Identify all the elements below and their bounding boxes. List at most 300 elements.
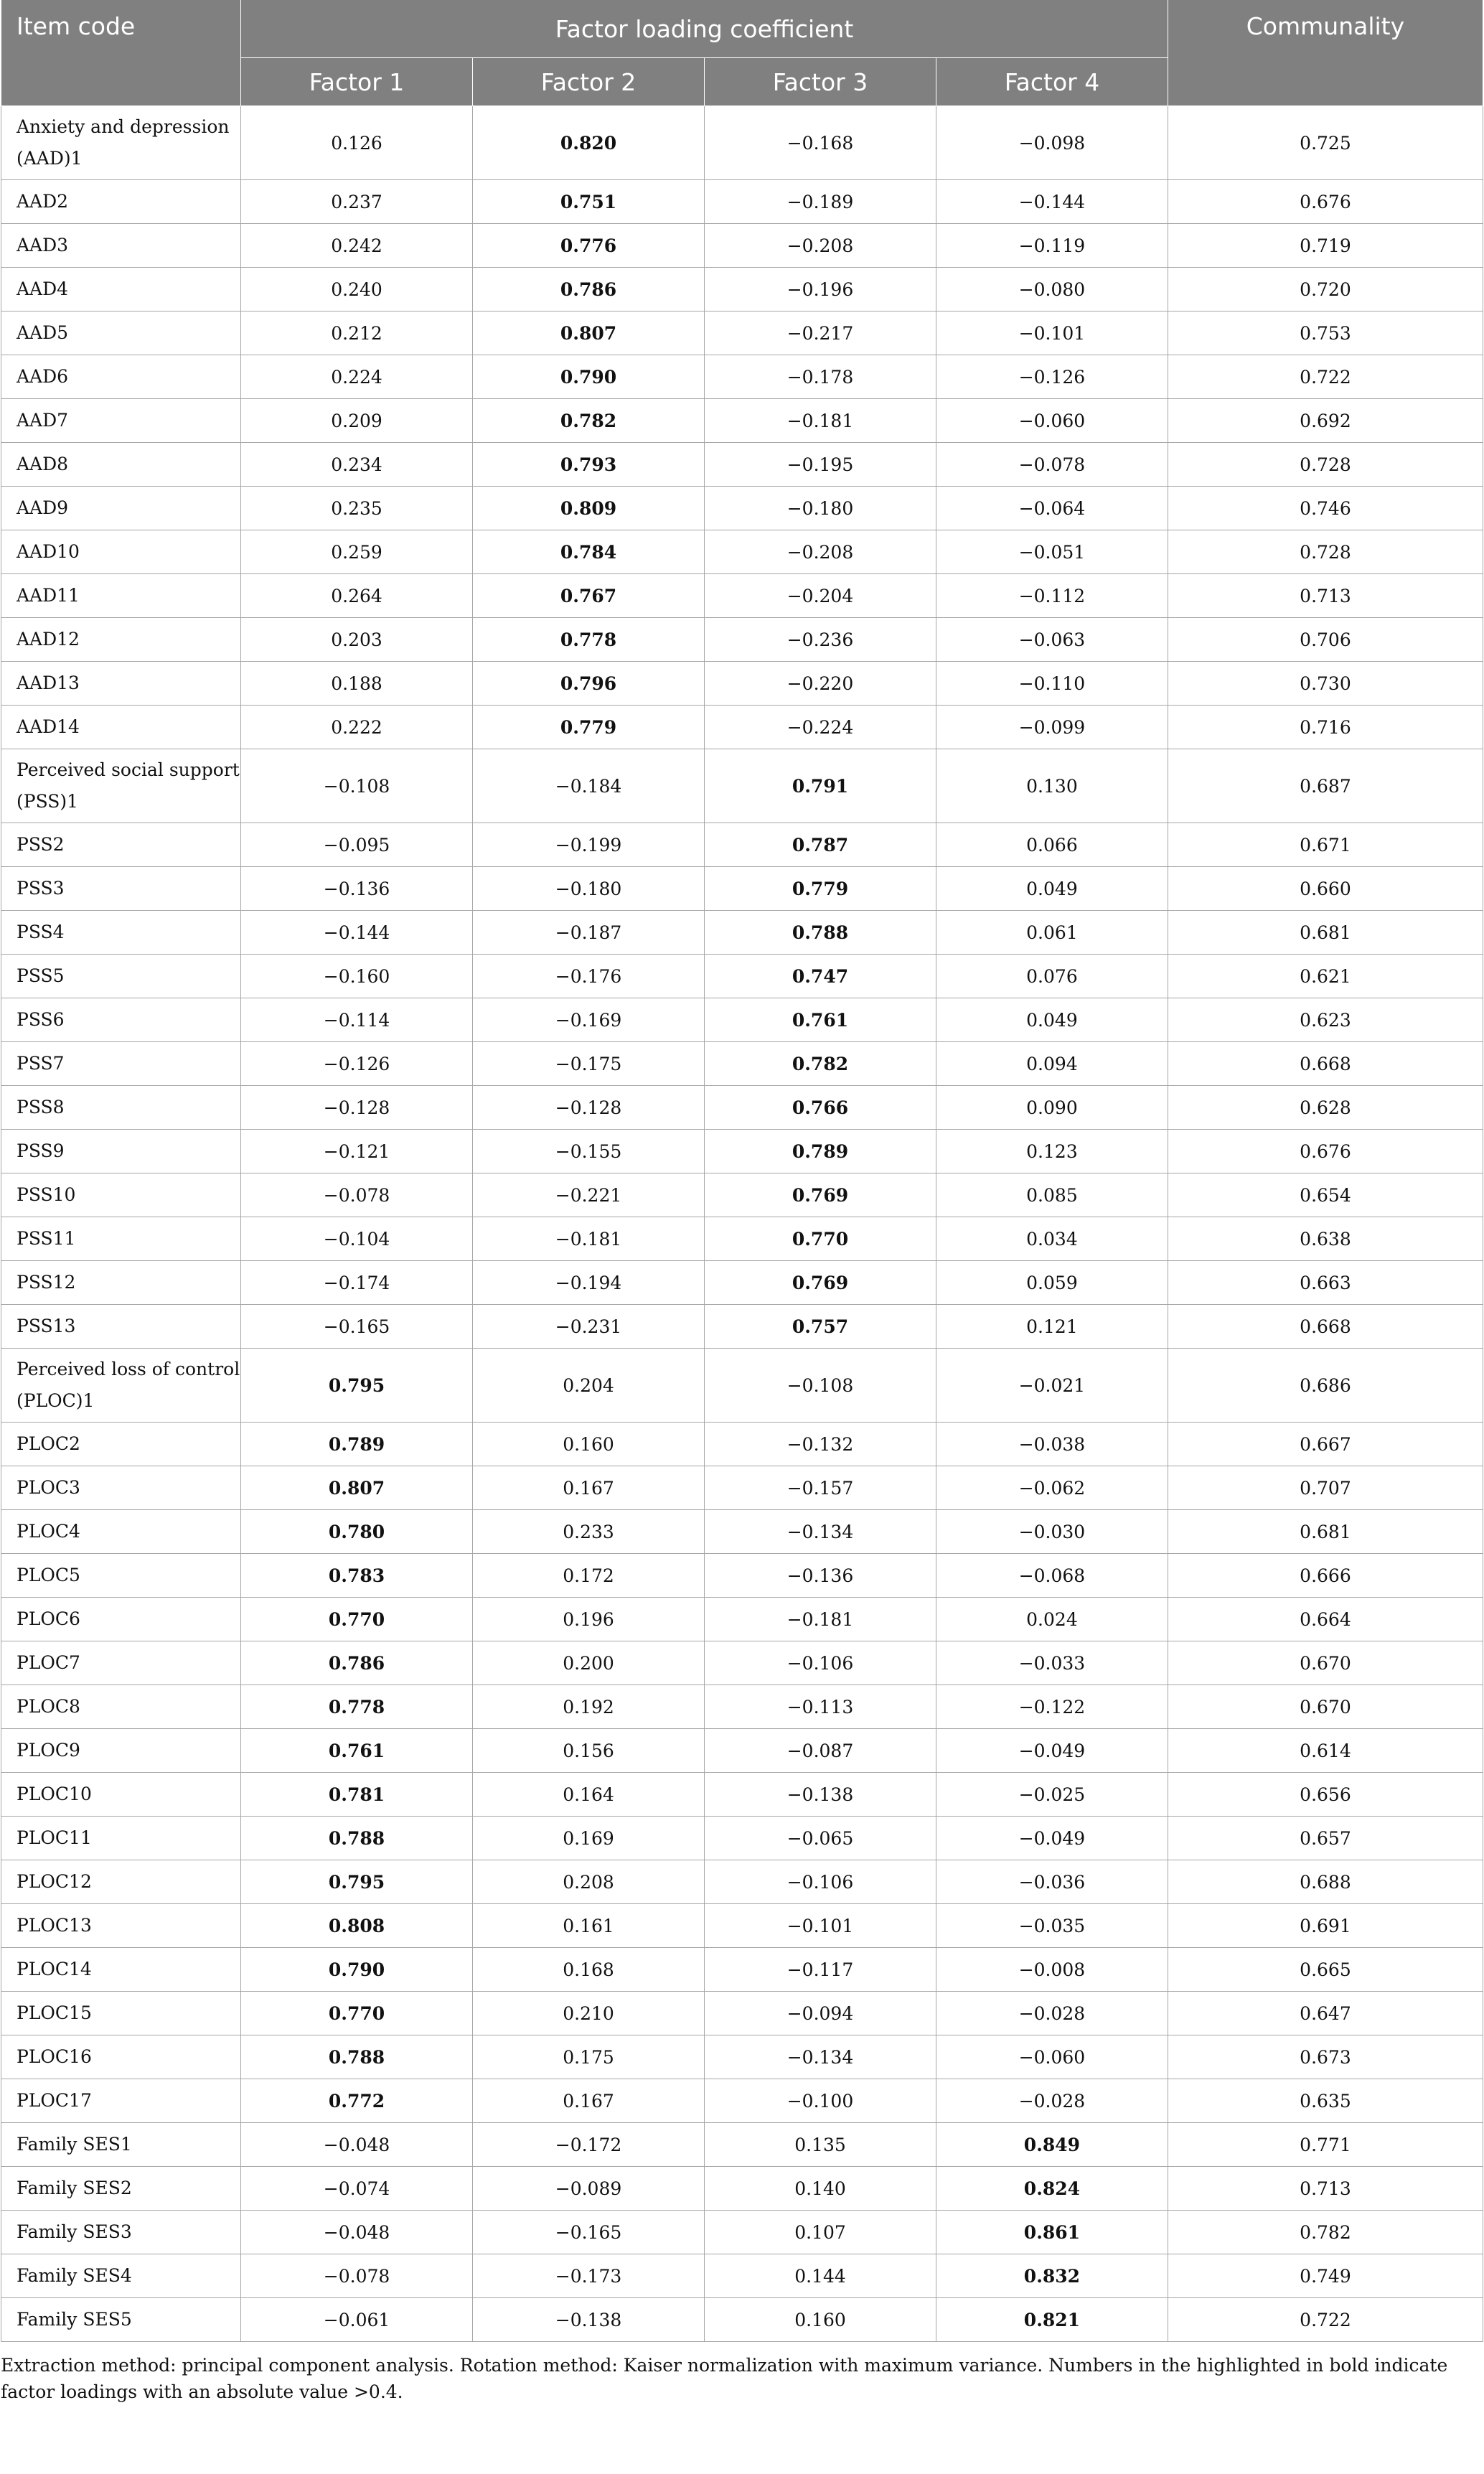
- item-code-cell: PSS5: [1, 955, 241, 998]
- factor-2-cell: 0.751: [473, 180, 705, 224]
- item-code-cell: AAD3: [1, 224, 241, 268]
- factor-2-cell: 0.767: [473, 574, 705, 618]
- factor-2-cell: 0.164: [473, 1773, 705, 1817]
- factor-3-cell: 0.140: [705, 2167, 936, 2211]
- factor-1-cell: 0.188: [241, 662, 473, 706]
- table-row: [1, 1554, 1483, 1598]
- factor-1-cell: −0.074: [241, 2167, 473, 2211]
- factor-4-cell: −0.101: [936, 311, 1168, 355]
- factor-2-cell: 0.172: [473, 1554, 705, 1598]
- factor-1-cell: −0.078: [241, 1173, 473, 1217]
- item-code-cell: PSS13: [1, 1305, 241, 1349]
- table-row: [1, 2167, 1483, 2211]
- table-row: [1, 867, 1483, 911]
- factor-4-cell: −0.033: [936, 1641, 1168, 1685]
- item-code-cell: AAD14: [1, 706, 241, 749]
- factor-2-cell: −0.128: [473, 1086, 705, 1130]
- communality-cell: 0.665: [1168, 1948, 1483, 1992]
- factor-3-cell: −0.108: [705, 1349, 936, 1423]
- communality-cell: 0.670: [1168, 1641, 1483, 1685]
- table-row: [1, 1423, 1483, 1466]
- factor-2-cell: 0.167: [473, 1466, 705, 1510]
- factor-2-cell: 0.778: [473, 618, 705, 662]
- table-row: [1, 224, 1483, 268]
- factor-2-cell: 0.169: [473, 1817, 705, 1860]
- factor-3-cell: 0.160: [705, 2298, 936, 2342]
- communality-cell: 0.713: [1168, 2167, 1483, 2211]
- communality-cell: 0.656: [1168, 1773, 1483, 1817]
- header-factor-group: Factor loading coefficient: [241, 0, 1168, 58]
- item-code-cell: AAD6: [1, 355, 241, 399]
- factor-4-cell: −0.068: [936, 1554, 1168, 1598]
- item-code-cell: PLOC3: [1, 1466, 241, 1510]
- factor-1-cell: 0.235: [241, 487, 473, 530]
- factor-3-cell: −0.236: [705, 618, 936, 662]
- factor-3-cell: −0.168: [705, 106, 936, 180]
- factor-1-cell: 0.770: [241, 1598, 473, 1641]
- factor-1-cell: 0.780: [241, 1510, 473, 1554]
- table-row: [1, 1349, 1483, 1423]
- factor-2-cell: 0.161: [473, 1904, 705, 1948]
- factor-1-cell: 0.795: [241, 1860, 473, 1904]
- factor-2-cell: 0.820: [473, 106, 705, 180]
- factor-4-cell: −0.126: [936, 355, 1168, 399]
- communality-cell: 0.706: [1168, 618, 1483, 662]
- factor-1-cell: 0.770: [241, 1992, 473, 2035]
- table-row: [1, 311, 1483, 355]
- communality-cell: 0.722: [1168, 355, 1483, 399]
- item-code-cell: Family SES5: [1, 2298, 241, 2342]
- factor-4-cell: −0.098: [936, 106, 1168, 180]
- item-code-cell: AAD13: [1, 662, 241, 706]
- table-row: [1, 662, 1483, 706]
- factor-1-cell: 0.772: [241, 2079, 473, 2123]
- factor-1-cell: −0.144: [241, 911, 473, 955]
- factor-2-cell: 0.779: [473, 706, 705, 749]
- item-code-cell: Anxiety and depression (AAD)1: [1, 106, 241, 180]
- communality-cell: 0.725: [1168, 106, 1483, 180]
- item-code-cell: PLOC13: [1, 1904, 241, 1948]
- factor-4-cell: 0.821: [936, 2298, 1168, 2342]
- factor-3-cell: −0.181: [705, 399, 936, 443]
- table-row: [1, 749, 1483, 823]
- item-code-cell: PLOC10: [1, 1773, 241, 1817]
- factor-4-cell: −0.078: [936, 443, 1168, 487]
- factor-3-cell: 0.789: [705, 1130, 936, 1173]
- factor-4-cell: −0.122: [936, 1685, 1168, 1729]
- item-code-cell: Family SES4: [1, 2254, 241, 2298]
- table-row: [1, 1773, 1483, 1817]
- table-row: [1, 2123, 1483, 2167]
- factor-1-cell: 0.786: [241, 1641, 473, 1685]
- factor-1-cell: 0.807: [241, 1466, 473, 1510]
- communality-cell: 0.691: [1168, 1904, 1483, 1948]
- factor-2-cell: −0.181: [473, 1217, 705, 1261]
- factor-2-cell: 0.782: [473, 399, 705, 443]
- factor-2-cell: 0.175: [473, 2035, 705, 2079]
- communality-cell: 0.676: [1168, 1130, 1483, 1173]
- item-code-cell: PSS2: [1, 823, 241, 867]
- factor-2-cell: 0.793: [473, 443, 705, 487]
- factor-3-cell: −0.136: [705, 1554, 936, 1598]
- factor-3-cell: 0.782: [705, 1042, 936, 1086]
- table-row: [1, 2035, 1483, 2079]
- communality-cell: 0.687: [1168, 749, 1483, 823]
- header-factor-4: Factor 4: [936, 58, 1168, 106]
- communality-cell: 0.668: [1168, 1042, 1483, 1086]
- factor-1-cell: −0.174: [241, 1261, 473, 1305]
- communality-cell: 0.782: [1168, 2211, 1483, 2254]
- factor-3-cell: −0.181: [705, 1598, 936, 1641]
- factor-4-cell: 0.849: [936, 2123, 1168, 2167]
- factor-4-cell: 0.824: [936, 2167, 1168, 2211]
- factor-1-cell: 0.224: [241, 355, 473, 399]
- factor-1-cell: −0.048: [241, 2123, 473, 2167]
- factor-3-cell: 0.769: [705, 1173, 936, 1217]
- factor-4-cell: −0.144: [936, 180, 1168, 224]
- item-code-cell: PSS12: [1, 1261, 241, 1305]
- factor-1-cell: 0.808: [241, 1904, 473, 1948]
- factor-2-cell: 0.790: [473, 355, 705, 399]
- factor-1-cell: −0.078: [241, 2254, 473, 2298]
- factor-2-cell: 0.776: [473, 224, 705, 268]
- item-code-cell: PLOC15: [1, 1992, 241, 2035]
- factor-2-cell: 0.210: [473, 1992, 705, 2035]
- communality-cell: 0.753: [1168, 311, 1483, 355]
- factor-1-cell: 0.795: [241, 1349, 473, 1423]
- factor-3-cell: −0.094: [705, 1992, 936, 2035]
- factor-4-cell: 0.861: [936, 2211, 1168, 2254]
- factor-4-cell: 0.034: [936, 1217, 1168, 1261]
- factor-3-cell: −0.204: [705, 574, 936, 618]
- factor-2-cell: 0.807: [473, 311, 705, 355]
- factor-3-cell: −0.065: [705, 1817, 936, 1860]
- item-code-cell: Family SES2: [1, 2167, 241, 2211]
- factor-3-cell: −0.195: [705, 443, 936, 487]
- table-row: [1, 106, 1483, 180]
- factor-3-cell: −0.196: [705, 268, 936, 311]
- factor-1-cell: −0.104: [241, 1217, 473, 1261]
- header-factor-1: Factor 1: [241, 58, 473, 106]
- factor-4-cell: −0.049: [936, 1729, 1168, 1773]
- item-code-cell: PLOC11: [1, 1817, 241, 1860]
- factor-2-cell: 0.156: [473, 1729, 705, 1773]
- table-row: [1, 1305, 1483, 1349]
- factor-3-cell: −0.113: [705, 1685, 936, 1729]
- communality-cell: 0.746: [1168, 487, 1483, 530]
- item-code-cell: PSS4: [1, 911, 241, 955]
- communality-cell: 0.670: [1168, 1685, 1483, 1729]
- communality-cell: 0.635: [1168, 2079, 1483, 2123]
- table-header: [1, 0, 1483, 106]
- communality-cell: 0.668: [1168, 1305, 1483, 1349]
- item-code-cell: PLOC7: [1, 1641, 241, 1685]
- factor-4-cell: −0.080: [936, 268, 1168, 311]
- item-code-cell: PSS9: [1, 1130, 241, 1173]
- factor-3-cell: 0.107: [705, 2211, 936, 2254]
- factor-3-cell: −0.224: [705, 706, 936, 749]
- factor-2-cell: −0.138: [473, 2298, 705, 2342]
- table-row: [1, 955, 1483, 998]
- item-code-cell: Perceived social support (PSS)1: [1, 749, 241, 823]
- factor-1-cell: 0.790: [241, 1948, 473, 1992]
- factor-1-cell: 0.264: [241, 574, 473, 618]
- header-communality: Communality: [1168, 0, 1483, 106]
- communality-cell: 0.623: [1168, 998, 1483, 1042]
- factor-4-cell: −0.060: [936, 2035, 1168, 2079]
- table-row: [1, 1685, 1483, 1729]
- table-row: [1, 399, 1483, 443]
- table-row: [1, 180, 1483, 224]
- table-row: [1, 1860, 1483, 1904]
- factor-1-cell: −0.108: [241, 749, 473, 823]
- item-code-cell: AAD10: [1, 530, 241, 574]
- factor-2-cell: 0.233: [473, 1510, 705, 1554]
- communality-cell: 0.681: [1168, 911, 1483, 955]
- table-row: [1, 706, 1483, 749]
- factor-4-cell: −0.110: [936, 662, 1168, 706]
- factor-3-cell: 0.787: [705, 823, 936, 867]
- factor-1-cell: −0.048: [241, 2211, 473, 2254]
- item-code-cell: PSS8: [1, 1086, 241, 1130]
- factor-1-cell: −0.160: [241, 955, 473, 998]
- factor-1-cell: −0.121: [241, 1130, 473, 1173]
- factor-1-cell: 0.203: [241, 618, 473, 662]
- factor-2-cell: −0.165: [473, 2211, 705, 2254]
- factor-loading-table: [1, 0, 1483, 2342]
- factor-1-cell: 0.240: [241, 268, 473, 311]
- communality-cell: 0.666: [1168, 1554, 1483, 1598]
- item-code-cell: Perceived loss of control (PLOC)1: [1, 1349, 241, 1423]
- table-row: [1, 2079, 1483, 2123]
- factor-1-cell: 0.789: [241, 1423, 473, 1466]
- factor-3-cell: −0.189: [705, 180, 936, 224]
- factor-2-cell: −0.155: [473, 1130, 705, 1173]
- factor-4-cell: −0.028: [936, 2079, 1168, 2123]
- factor-3-cell: 0.791: [705, 749, 936, 823]
- table-row: [1, 1217, 1483, 1261]
- communality-cell: 0.771: [1168, 2123, 1483, 2167]
- factor-4-cell: −0.051: [936, 530, 1168, 574]
- factor-1-cell: −0.165: [241, 1305, 473, 1349]
- table-footnote: Extraction method: principal component analysis. Rotation method: Kaiser normalization with maximum variance. Numbers in the highlighted in bold indicate factor loadings with an absolute value >0.4.: [1, 2355, 1448, 2402]
- factor-1-cell: 0.781: [241, 1773, 473, 1817]
- communality-cell: 0.749: [1168, 2254, 1483, 2298]
- table-row: [1, 2254, 1483, 2298]
- factor-3-cell: −0.087: [705, 1729, 936, 1773]
- factor-2-cell: −0.221: [473, 1173, 705, 1217]
- factor-2-cell: 0.786: [473, 268, 705, 311]
- factor-3-cell: −0.208: [705, 224, 936, 268]
- item-code-cell: AAD2: [1, 180, 241, 224]
- factor-3-cell: 0.761: [705, 998, 936, 1042]
- factor-3-cell: −0.106: [705, 1641, 936, 1685]
- communality-cell: 0.638: [1168, 1217, 1483, 1261]
- table-row: [1, 1641, 1483, 1685]
- table-row: [1, 1992, 1483, 2035]
- table-row: [1, 1729, 1483, 1773]
- factor-4-cell: 0.066: [936, 823, 1168, 867]
- communality-cell: 0.707: [1168, 1466, 1483, 1510]
- communality-cell: 0.660: [1168, 867, 1483, 911]
- factor-2-cell: −0.175: [473, 1042, 705, 1086]
- factor-2-cell: 0.204: [473, 1349, 705, 1423]
- factor-4-cell: −0.062: [936, 1466, 1168, 1510]
- factor-1-cell: 0.209: [241, 399, 473, 443]
- factor-2-cell: 0.796: [473, 662, 705, 706]
- table-row: [1, 911, 1483, 955]
- factor-1-cell: 0.259: [241, 530, 473, 574]
- factor-2-cell: 0.200: [473, 1641, 705, 1685]
- communality-cell: 0.728: [1168, 443, 1483, 487]
- item-code-cell: AAD11: [1, 574, 241, 618]
- factor-3-cell: −0.117: [705, 1948, 936, 1992]
- factor-3-cell: −0.157: [705, 1466, 936, 1510]
- item-code-cell: PSS6: [1, 998, 241, 1042]
- table-row: [1, 2298, 1483, 2342]
- table-row: [1, 1904, 1483, 1948]
- factor-1-cell: −0.095: [241, 823, 473, 867]
- item-code-cell: AAD5: [1, 311, 241, 355]
- factor-1-cell: 0.761: [241, 1729, 473, 1773]
- communality-cell: 0.728: [1168, 530, 1483, 574]
- table-row: [1, 487, 1483, 530]
- communality-cell: 0.720: [1168, 268, 1483, 311]
- factor-4-cell: 0.832: [936, 2254, 1168, 2298]
- item-code-cell: PLOC12: [1, 1860, 241, 1904]
- factor-2-cell: −0.184: [473, 749, 705, 823]
- factor-4-cell: −0.060: [936, 399, 1168, 443]
- item-code-cell: AAD9: [1, 487, 241, 530]
- factor-2-cell: −0.172: [473, 2123, 705, 2167]
- item-code-cell: PSS7: [1, 1042, 241, 1086]
- factor-2-cell: 0.192: [473, 1685, 705, 1729]
- communality-cell: 0.667: [1168, 1423, 1483, 1466]
- factor-4-cell: 0.061: [936, 911, 1168, 955]
- factor-4-cell: 0.090: [936, 1086, 1168, 1130]
- factor-2-cell: −0.173: [473, 2254, 705, 2298]
- factor-2-cell: 0.167: [473, 2079, 705, 2123]
- factor-4-cell: −0.112: [936, 574, 1168, 618]
- factor-1-cell: −0.114: [241, 998, 473, 1042]
- factor-1-cell: 0.778: [241, 1685, 473, 1729]
- factor-3-cell: 0.135: [705, 2123, 936, 2167]
- factor-3-cell: −0.217: [705, 311, 936, 355]
- factor-4-cell: −0.028: [936, 1992, 1168, 2035]
- factor-3-cell: −0.134: [705, 2035, 936, 2079]
- table-row: [1, 1817, 1483, 1860]
- factor-4-cell: 0.085: [936, 1173, 1168, 1217]
- item-code-cell: PLOC6: [1, 1598, 241, 1641]
- item-code-cell: PSS3: [1, 867, 241, 911]
- communality-cell: 0.719: [1168, 224, 1483, 268]
- item-code-cell: PSS11: [1, 1217, 241, 1261]
- communality-cell: 0.676: [1168, 180, 1483, 224]
- factor-2-cell: −0.194: [473, 1261, 705, 1305]
- communality-cell: 0.614: [1168, 1729, 1483, 1773]
- communality-cell: 0.722: [1168, 2298, 1483, 2342]
- factor-3-cell: −0.132: [705, 1423, 936, 1466]
- factor-4-cell: −0.119: [936, 224, 1168, 268]
- table-row: [1, 998, 1483, 1042]
- factor-3-cell: −0.220: [705, 662, 936, 706]
- factor-1-cell: 0.222: [241, 706, 473, 749]
- factor-3-cell: −0.138: [705, 1773, 936, 1817]
- communality-cell: 0.647: [1168, 1992, 1483, 2035]
- factor-4-cell: 0.130: [936, 749, 1168, 823]
- table-row: [1, 2211, 1483, 2254]
- factor-2-cell: −0.089: [473, 2167, 705, 2211]
- factor-3-cell: 0.757: [705, 1305, 936, 1349]
- table-row: [1, 1261, 1483, 1305]
- communality-cell: 0.621: [1168, 955, 1483, 998]
- communality-cell: 0.681: [1168, 1510, 1483, 1554]
- table-row: [1, 268, 1483, 311]
- factor-3-cell: 0.770: [705, 1217, 936, 1261]
- factor-3-cell: 0.747: [705, 955, 936, 998]
- item-code-cell: AAD4: [1, 268, 241, 311]
- communality-cell: 0.657: [1168, 1817, 1483, 1860]
- table-row: [1, 1173, 1483, 1217]
- item-code-cell: PLOC14: [1, 1948, 241, 1992]
- factor-3-cell: −0.106: [705, 1860, 936, 1904]
- factor-3-cell: −0.101: [705, 1904, 936, 1948]
- factor-1-cell: 0.788: [241, 2035, 473, 2079]
- item-code-cell: Family SES3: [1, 2211, 241, 2254]
- factor-2-cell: −0.176: [473, 955, 705, 998]
- item-code-cell: PSS10: [1, 1173, 241, 1217]
- factor-4-cell: 0.123: [936, 1130, 1168, 1173]
- factor-2-cell: −0.199: [473, 823, 705, 867]
- item-code-cell: AAD7: [1, 399, 241, 443]
- factor-3-cell: 0.788: [705, 911, 936, 955]
- communality-cell: 0.692: [1168, 399, 1483, 443]
- communality-cell: 0.688: [1168, 1860, 1483, 1904]
- factor-2-cell: −0.187: [473, 911, 705, 955]
- factor-3-cell: −0.208: [705, 530, 936, 574]
- factor-4-cell: −0.038: [936, 1423, 1168, 1466]
- factor-2-cell: −0.169: [473, 998, 705, 1042]
- factor-2-cell: −0.231: [473, 1305, 705, 1349]
- factor-1-cell: 0.783: [241, 1554, 473, 1598]
- factor-3-cell: 0.779: [705, 867, 936, 911]
- item-code-cell: PLOC8: [1, 1685, 241, 1729]
- factor-2-cell: 0.208: [473, 1860, 705, 1904]
- communality-cell: 0.730: [1168, 662, 1483, 706]
- factor-4-cell: −0.035: [936, 1904, 1168, 1948]
- factor-3-cell: −0.180: [705, 487, 936, 530]
- item-code-cell: PLOC9: [1, 1729, 241, 1773]
- item-code-cell: PLOC16: [1, 2035, 241, 2079]
- item-code-cell: Family SES1: [1, 2123, 241, 2167]
- factor-3-cell: −0.100: [705, 2079, 936, 2123]
- table-row: [1, 574, 1483, 618]
- factor-4-cell: −0.008: [936, 1948, 1168, 1992]
- factor-3-cell: −0.178: [705, 355, 936, 399]
- factor-3-cell: −0.134: [705, 1510, 936, 1554]
- factor-2-cell: 0.784: [473, 530, 705, 574]
- communality-cell: 0.673: [1168, 2035, 1483, 2079]
- table-row: [1, 1948, 1483, 1992]
- factor-1-cell: 0.212: [241, 311, 473, 355]
- factor-2-cell: −0.180: [473, 867, 705, 911]
- factor-1-cell: 0.788: [241, 1817, 473, 1860]
- header-item-code: Item code: [1, 0, 241, 106]
- communality-cell: 0.628: [1168, 1086, 1483, 1130]
- table-row: [1, 1086, 1483, 1130]
- factor-4-cell: 0.049: [936, 867, 1168, 911]
- communality-cell: 0.686: [1168, 1349, 1483, 1423]
